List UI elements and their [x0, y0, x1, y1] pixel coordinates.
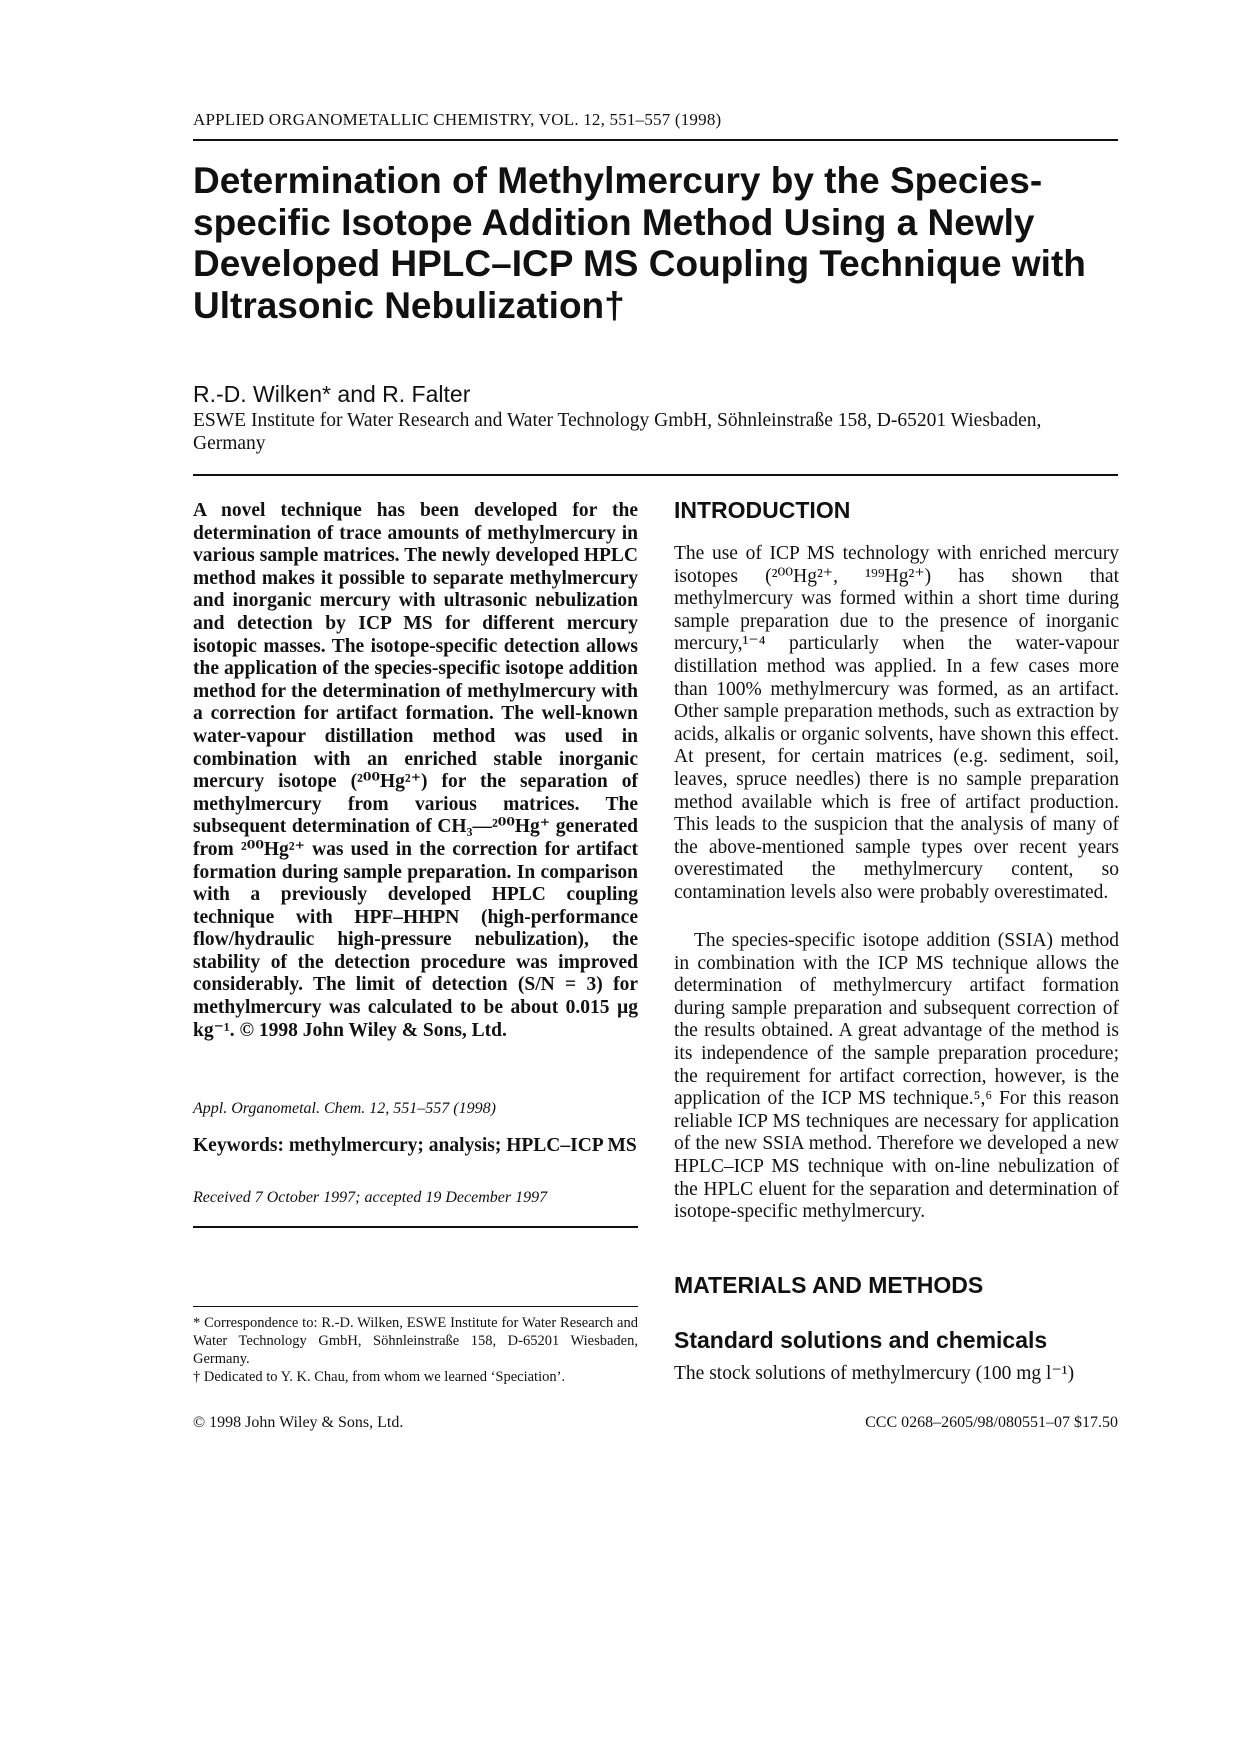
top-rule — [193, 139, 1118, 141]
footnote-correspondence: * Correspondence to: R.-D. Wilken, ESWE Institute for Water Research and Water Technology GmbH, Söhnleinstraße 158, D-65201 Wiesbaden, Germany. — [193, 1315, 638, 1367]
introduction-paragraph: The use of ICP MS technology with enriched mercury isotopes (²⁰⁰Hg²⁺, ¹⁹⁹Hg²⁺) has shown that methylmercury was formed within a short time during sample preparation due to the presence of inorganic mercury,¹⁻⁴ particularly when the water-vapour distillation method was applied. In a few cases more than 100% methylmercury was formed, as an artifact. Other sample preparation methods, such as extraction by acids, alkalis or organic solvents, have shown this effect. At present, for certain matrices (e.g. sediment, soil, leaves, spruce needles) there is no sample preparation method available which is free of artifact production. This leads to the suspicion that the analysis of many of the above-mentioned sample types over recent years overestimated the methylmercury content, so contamination levels also were probably overestimated. — [674, 543, 1119, 903]
copyright-notice: © 1998 John Wiley & Sons, Ltd. — [193, 1414, 404, 1431]
authors: R.-D. Wilken* and R. Falter — [193, 381, 471, 407]
abstract-rule — [193, 1226, 638, 1228]
ccc-code: CCC 0268–2605/98/080551–07 $17.50 — [865, 1414, 1118, 1431]
received-dates: Received 7 October 1997; accepted 19 December 1997 — [193, 1189, 548, 1206]
footnote-dedication: † Dedicated to Y. K. Chau, from whom we learned ‘Speciation’. — [193, 1369, 566, 1385]
keywords: Keywords: methylmercury; analysis; HPLC–ICP MS — [193, 1135, 637, 1156]
article-title: Determination of Methylmercury by the Species-specific Isotope Addition Method Using a Newly Developed HPLC–ICP MS Coupling Technique with Ultrasonic Nebulization† — [193, 160, 1086, 326]
abstract: A novel technique has been developed for the determination of trace amounts of methylmercury in various sample matrices. The newly developed HPLC method makes it possible to separate methylmercury and inorganic mercury with ultrasonic nebulization and detection by ICP MS for different mercury isotopic masses. The isotope-specific detection allows the application of the species-specific isotope addition method for the determination of methylmercury with a correction for artifact formation. The well-known water-vapour distillation method was used in combination with an enriched stable inorganic mercury isotope (²⁰⁰Hg²⁺) for the separation of methylmercury from various matrices. The subsequent determination of CH₃—²⁰⁰Hg⁺ generated from ²⁰⁰Hg²⁺ was used in the correction for artifact formation during sample preparation. In comparison with a previously developed HPLC coupling technique with HPF–HHPN (high-performance flow/hydraulic high-pressure nebulization), the stability of the detection procedure was improved considerably. The limit of detection (S/N = 3) for methylmercury was calculated to be about 0.015 µg kg⁻¹. © 1998 John Wiley & Sons, Ltd. — [193, 500, 638, 1041]
header-rule — [193, 474, 1118, 476]
ssia-paragraph: The species-specific isotope addition (SSIA) method in combination with the ICP MS technique allows the determination of methylmercury artifact formation during sample preparation and subsequent correction of the results obtained. A great advantage of the method is its independence of the sample preparation procedure; the requirement for artifact correction, however, is the application of the ICP MS technique.⁵,⁶ For this reason reliable ICP MS techniques are necessary for application of the new SSIA method. Therefore we developed a new HPLC–ICP MS technique with on-line nebulization of the HPLC eluent for the separation and determination of isotope-specific methylmercury. — [674, 930, 1119, 1223]
footnote-rule — [193, 1306, 638, 1307]
citation: Appl. Organometal. Chem. 12, 551–557 (1998) — [193, 1100, 496, 1117]
introduction-heading: INTRODUCTION — [674, 497, 851, 523]
stock-solutions-text: The stock solutions of methylmercury (100 mg l⁻¹) — [674, 1363, 1075, 1384]
materials-methods-heading: MATERIALS AND METHODS — [674, 1272, 984, 1298]
standard-solutions-heading: Standard solutions and chemicals — [674, 1327, 1048, 1353]
affiliation: ESWE Institute for Water Research and Water Technology GmbH, Söhnleinstraße 158, D-65201 Wiesbaden, Germany — [193, 410, 1042, 454]
running-head: APPLIED ORGANOMETALLIC CHEMISTRY, VOL. 12, 551–557 (1998) — [193, 110, 722, 129]
